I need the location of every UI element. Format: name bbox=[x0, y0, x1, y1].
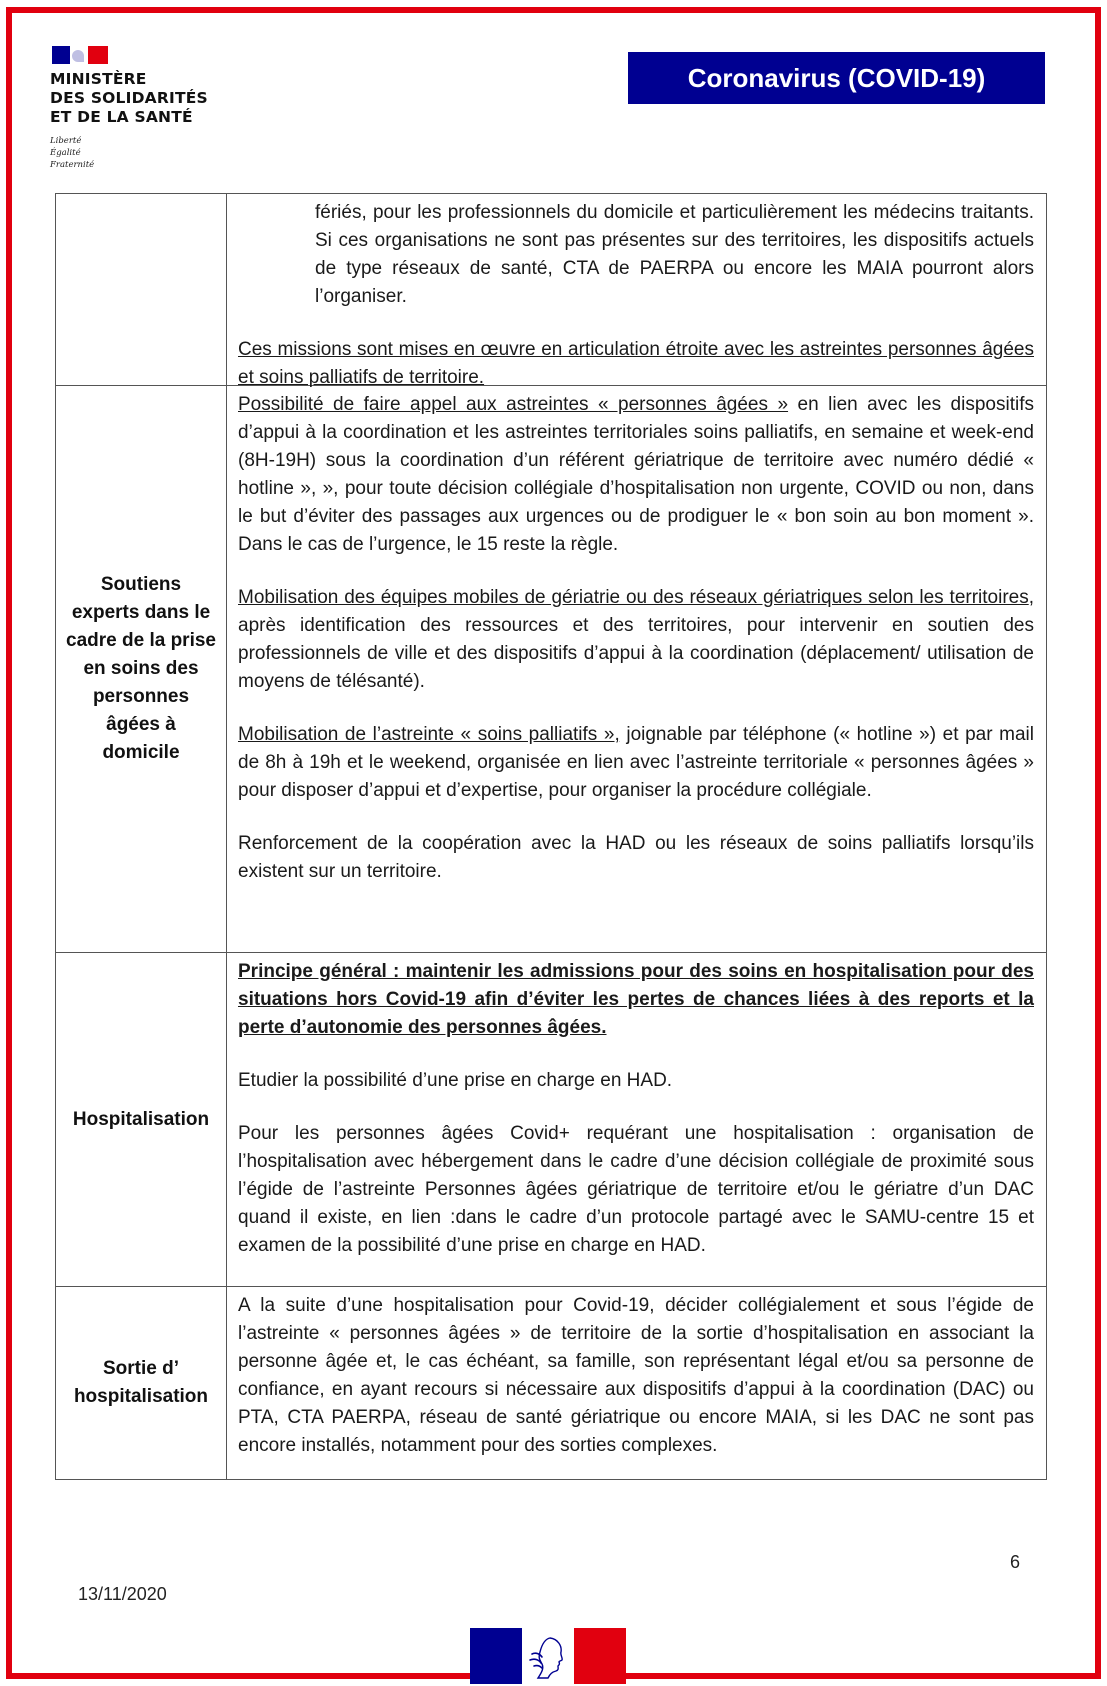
paragraph: A la suite d’une hospitalisation pour Covid-19, décider collégialement et sous l’égide de l’astreinte « personnes âgées » de territoire de la sortie d’hospitalisation en associant la personne âgée et, le cas échéant, sa famille, son représentant légal et/ou sa personne de confiance, en ayant recours si nécessaire aux dispositifs d’appui à la coordination (DAC) ou PTA, CTA PAERPA, réseau de santé gériatrique ou encore MAIA, si les DAC ne sont pas encore installés, notamment pour des sorties complexes. bbox=[238, 1295, 1034, 1456]
paragraph-bold-underlined: Principe général : maintenir les admissions pour des soins en hospitalisation pour des situations hors Covid-19 afin d’éviter les pertes de chances liées à des reports et la perte d’autonomie des personnes âgées. bbox=[238, 961, 1034, 1038]
paragraph: Mobilisation des équipes mobiles de gériatrie ou des réseaux gériatriques selon les territoires, après identification des ressources et des territoires, pour intervenir en soutien des professionnels de ville et des dispositifs d’appui à la coordination (déplacement/ utilisation de moyens de télésanté). bbox=[238, 587, 1034, 692]
paragraph: Mobilisation de l’astreinte « soins palliatifs », joignable par téléphone (« hotline ») et par mail de 8h à 19h et le weekend, organisée en lien avec l’astreinte territoriale « personnes âgées » pour disposer d’appui et d’expertise, pour organiser la procédure collégiale. bbox=[238, 724, 1034, 801]
ministry-logo bbox=[50, 46, 208, 171]
row-content bbox=[227, 386, 1046, 952]
republic-motto: Liberté Égalité Fraternité bbox=[50, 136, 95, 170]
table-row bbox=[56, 952, 1046, 1286]
paragraph-underlined: Ces missions sont mises en œuvre en articulation étroite avec les astreintes personnes âgées et soins palliatifs de territoire. bbox=[238, 339, 1034, 388]
paragraph: Renforcement de la coopération avec la HAD ou les réseaux de soins palliatifs lorsqu’ils existent sur un territoire. bbox=[238, 833, 1034, 882]
marianne-profile-icon bbox=[528, 1634, 568, 1680]
row-content bbox=[227, 953, 1046, 1286]
marianne-flag-icon bbox=[52, 46, 108, 64]
table-row bbox=[56, 1286, 1046, 1479]
page-number: 6 bbox=[1010, 1552, 1021, 1572]
row-label bbox=[56, 194, 227, 385]
table-row bbox=[56, 385, 1046, 952]
row-label: Sortie d’ hospitalisation bbox=[56, 1287, 227, 1479]
row-content bbox=[227, 1287, 1046, 1479]
ministry-name: MINISTÈRE DES SOLIDARITÉS ET DE LA SANTÉ bbox=[50, 70, 208, 126]
row-label: Hospitalisation bbox=[56, 953, 227, 1286]
row-content bbox=[227, 194, 1046, 388]
document-date: 13/11/2020 bbox=[78, 1584, 167, 1604]
paragraph: fériés, pour les professionnels du domicile et particulièrement les médecins traitants. Si ces organisations ne sont pas présentes sur des territoires, les dispositifs actuels de type réseaux de santé, CTA de PAERPA ou encore les MAIA pourront alors l’organiser. bbox=[315, 202, 1034, 307]
header-title-banner: Coronavirus (COVID-19) bbox=[628, 52, 1045, 104]
marianne-footer-logo bbox=[470, 1628, 626, 1684]
measures-table bbox=[55, 193, 1047, 1480]
table-row bbox=[56, 194, 1046, 388]
paragraph: Possibilité de faire appel aux astreintes « personnes âgées » en lien avec les dispositifs d’appui à la coordination et les astreintes territoriales soins palliatifs, en semaine et week-end (8H-19H) sous la coordination d’un référent gériatrique de territoire avec numéro dédié « hotline », », pour toute décision collégiale d’hospitalisation non urgente, COVID ou non, dans le but d’éviter des passages aux urgences ou de prodiguer le « bon soin au bon moment ». Dans le cas de l’urgence, le 15 reste la règle. bbox=[238, 394, 1034, 555]
paragraph: Pour les personnes âgées Covid+ requérant une hospitalisation : organisation de l’hospitalisation avec hébergement dans le cadre d’une décision collégiale de proximité sous l’égide de l’astreinte Personnes âgées gériatrique de territoire et/ou le gériatre d’un DAC quand il existe, en lien :dans le cadre d’un protocole partagé avec le SAMU-centre 15 et examen de la possibilité d’une prise en charge en HAD. bbox=[238, 1123, 1034, 1256]
row-label: Soutiens experts dans le cadre de la prise en soins des personnes âgées à domicile bbox=[56, 386, 227, 952]
paragraph: Etudier la possibilité d’une prise en charge en HAD. bbox=[238, 1070, 673, 1091]
